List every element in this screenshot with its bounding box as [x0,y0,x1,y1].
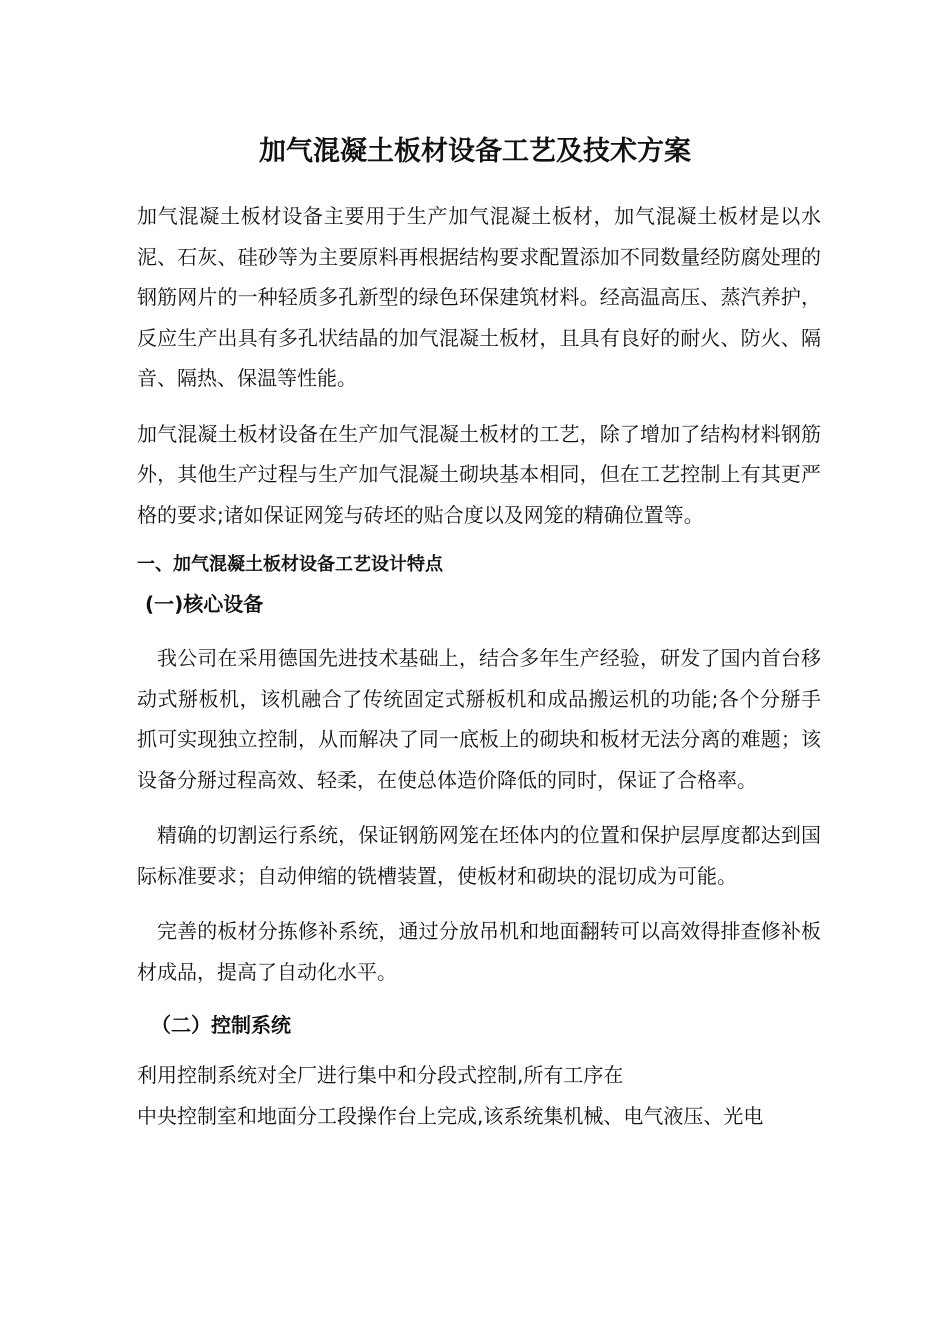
subsection-core-equipment-heading: (一)核心设备 [145,592,264,616]
core-equipment-paragraph-1: 我公司在采用德国先进技术基础上，结合多年生产经验，研发了国内首台移动式掰板机，该机融合了传统固定式掰板机和成品搬运机的功能;各个分掰手抓可实现独立控制，从而解决了同一底板上的砌块和板材无法分离的难题；该设备分掰过程高效、轻柔，在使总体造价降低的同时，保证了合格率。 [137,646,821,792]
control-system-line-2: 中央控制室和地面分工段操作台上完成,该系统集机械、电气液压、光电 [137,1103,764,1128]
core-equipment-paragraph-3: 完善的板材分拣修补系统，通过分放吊机和地面翻转可以高效得排查修补板材成品，提高了自动化水平。 [137,919,821,984]
intro-paragraph-2: 加气混凝土板材设备在生产加气混凝土板材的工艺，除了增加了结构材料钢筋外，其他生产过程与生产加气混凝土砌块基本相同，但在工艺控制上有其更严格的要求;诸如保证网笼与砖坯的贴合度以及网笼的精确位置等。 [137,421,821,527]
document-body [137,196,821,1136]
control-system-paragraph [137,1055,821,1136]
intro-paragraph-1: 加气混凝土板材设备主要用于生产加气混凝土板材，加气混凝土板材是以水泥、石灰、硅砂等为主要原料再根据结构要求配置添加不同数量经防腐处理的钢筋网片的一种轻质多孔新型的绿色环保建筑材料。经高温高压、蒸汽养护，反应生产出具有多孔状结晶的加气混凝土板材，且具有良好的耐火、防火、隔音、隔热、保温等性能。 [137,204,821,390]
subsection-control-system-heading: （二）控制系统 [151,1013,291,1037]
section-1-heading: 一、加气混凝土板材设备工艺设计特点 [137,554,443,575]
document-title: 加气混凝土板材设备工艺及技术方案 [259,136,691,167]
core-equipment-paragraph-2: 精确的切割运行系统，保证钢筋网笼在坯体内的位置和保护层厚度都达到国际标准要求；自动伸缩的铣槽装置，使板材和砌块的混切成为可能。 [137,823,821,888]
control-system-line-1: 利用控制系统对全厂进行集中和分段式控制,所有工序在 [137,1063,624,1087]
